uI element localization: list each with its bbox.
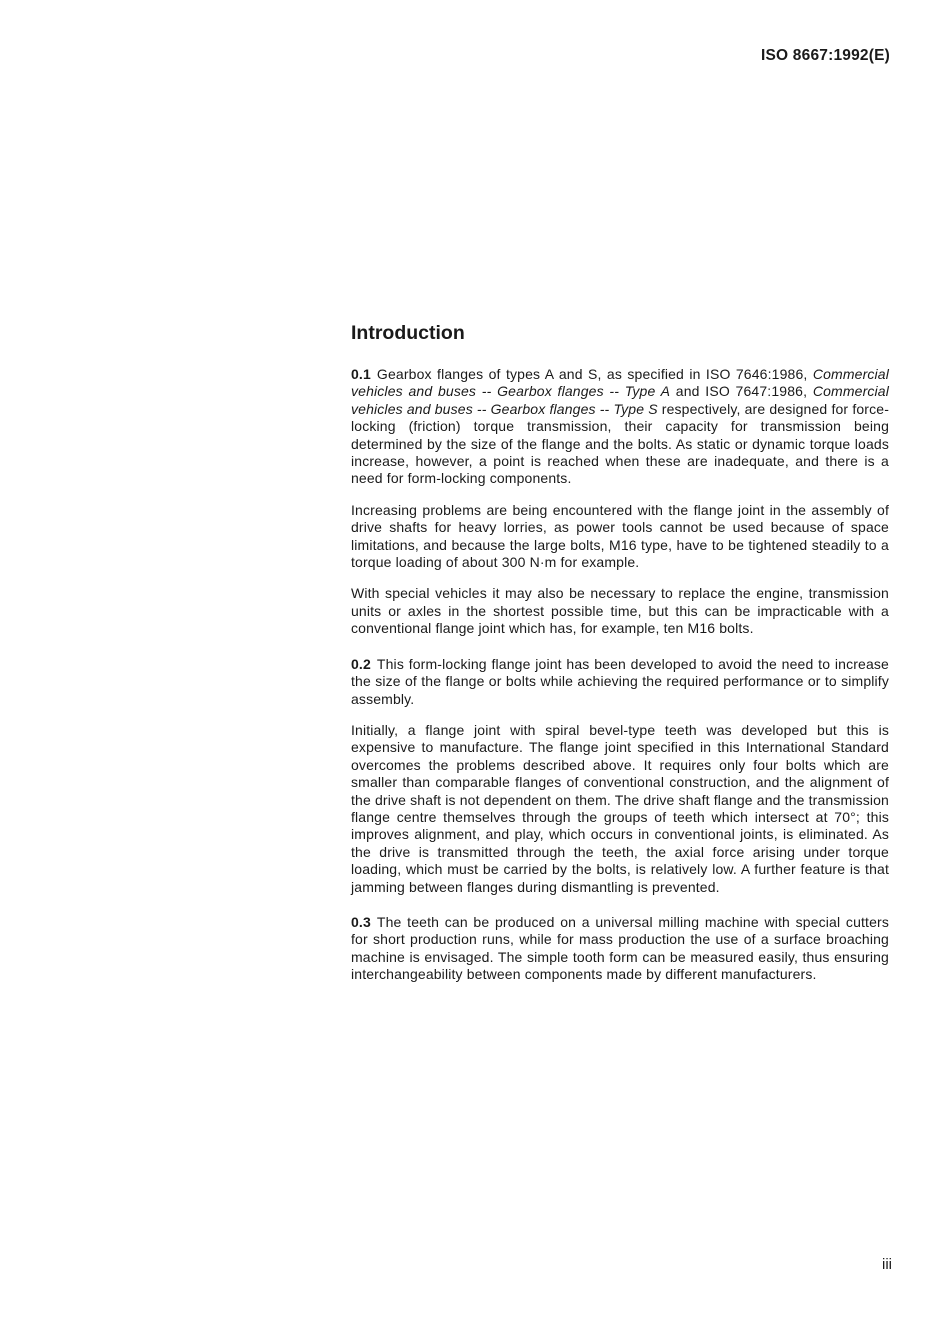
clause-text: Gearbox flanges of types A and S, as specified in ISO 7646:1986, — [376, 366, 813, 382]
document-header: ISO 8667:1992(E) — [761, 47, 890, 64]
page-number: iii — [882, 1256, 892, 1273]
clause-0-2-paragraph-1 — [351, 656, 889, 708]
clause-number: 0.2 — [351, 655, 371, 672]
clause-number: 0.3 — [351, 913, 371, 930]
section-title: Introduction — [351, 322, 465, 344]
clause-text: This form-locking flange joint has been developed to avoid the need to increase the size of the flange or bolts while achieving the required performance or to simplify assembly. — [351, 655, 889, 707]
reference-title: Commercial vehicles and buses -- Gearbox flanges -- Type A — [351, 366, 889, 400]
clause-0-3-paragraph-1 — [351, 914, 889, 984]
clause-text: The teeth can be produced on a universal milling machine with special cutters for short production runs, while for mass production the use of a surface broaching machine is envisaged. The simple tooth form can be measured easily, thus ensuring interchangeability between components made by different manufacturers. — [351, 913, 889, 983]
clause-text: and ISO 7647:1986, — [670, 383, 813, 400]
clause-number: 0.1 — [351, 366, 371, 382]
clause-0-2-paragraph-2: Initially, a flange joint with spiral bevel-type teeth was developed but this is expensive to manufacture. The flange joint specified in this International Standard overcomes the problems described above. It requires only four bolts which are smaller than comparable flanges of conventional construction, and the alignment of the drive shaft is not dependent on them. The drive shaft flange and the transmission flange centre themselves through the groups of teeth which intersect at 70°; this improves alignment, and play, which occurs in conventional joints, is eliminated. As the drive is transmitted through the teeth, the axial force arising under torque loading, which must be carried by the bolts, is relatively low. A further feature is that jamming between flanges during dismantling is prevented. — [351, 721, 889, 895]
clause-0-1-paragraph-2: Increasing problems are being encountered with the flange joint in the assembly of drive shafts for heavy lorries, as power tools cannot be used because of space limitations, and because the large bolts, M16 type, have to be tightened steadily to a torque loading of about 300 N·m for example. — [351, 501, 889, 571]
clause-0-1-paragraph-1 — [351, 366, 889, 488]
clause-0-1-paragraph-3: With special vehicles it may also be necessary to replace the engine, transmission units or axles in the shortest possible time, but this can be impracticable with a conventional flange joint which has, for example, ten M16 bolts. — [351, 585, 889, 637]
clause-text: respectively, are designed for force-locking (friction) torque transmission, their capacity for transmission being determined by the size of the flange and the bolts. As static or dynamic torque loads increase, however, a point is reached when these are inadequate, and there is a need for form-locking components. — [351, 400, 890, 487]
document-body — [351, 366, 889, 998]
reference-title: Commercial vehicles and buses -- Gearbox flanges -- Type S — [351, 383, 889, 417]
